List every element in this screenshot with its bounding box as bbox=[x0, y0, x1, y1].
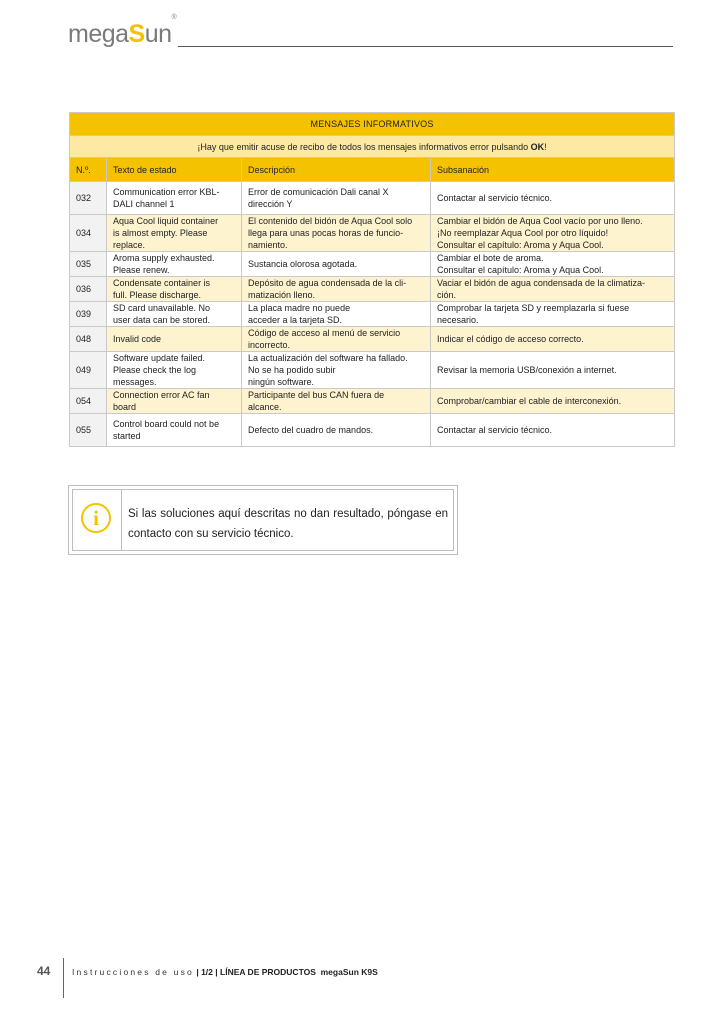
header-num: N.º. bbox=[70, 158, 107, 182]
cell-line: Cambiar el bote de aroma. bbox=[437, 253, 544, 263]
cell-line: ¡No reemplazar Aqua Cool por otro líquido! bbox=[437, 228, 609, 238]
cell-line: Indicar el código de acceso correcto. bbox=[437, 334, 584, 344]
cell-num: 036 bbox=[70, 277, 107, 302]
cell-line: full. Please discharge. bbox=[113, 290, 202, 300]
cell-num: 049 bbox=[70, 352, 107, 389]
table-title: MENSAJES INFORMATIVOS bbox=[70, 113, 675, 136]
cell-line: Aroma supply exhausted. bbox=[113, 253, 215, 263]
cell-description bbox=[242, 327, 431, 352]
cell-line: namiento. bbox=[248, 240, 288, 250]
cell-line: Please renew. bbox=[113, 265, 170, 275]
header-remedy: Subsanación bbox=[431, 158, 675, 182]
cell-line: Consultar el capítulo: Aroma y Aqua Cool. bbox=[437, 240, 604, 250]
cell-line: dirección Y bbox=[248, 199, 293, 209]
cell-line: Revisar la memoria USB/conexión a internet. bbox=[437, 365, 617, 375]
cell-line: Invalid code bbox=[113, 334, 162, 344]
cell-line: incorrecto. bbox=[248, 340, 291, 350]
cell-line: Software update failed. bbox=[113, 353, 206, 363]
cell-line: No se ha podido subir bbox=[248, 365, 336, 375]
cell-line: SD card unavailable. No bbox=[113, 303, 211, 313]
cell-line: replace. bbox=[113, 240, 146, 250]
cell-line: ningún software. bbox=[248, 377, 315, 387]
cell-description bbox=[242, 302, 431, 327]
cell-description bbox=[242, 215, 431, 252]
cell-line: El contenido del bidón de Aqua Cool solo bbox=[248, 216, 413, 226]
cell-line: llega para unas pocas horas de funcio- bbox=[248, 228, 404, 238]
cell-line: user data can be stored. bbox=[113, 315, 211, 325]
cell-line: Sustancia olorosa agotada. bbox=[248, 259, 358, 269]
footer-rule bbox=[63, 958, 64, 998]
table-row bbox=[70, 252, 675, 277]
table-row bbox=[70, 327, 675, 352]
cell-status bbox=[107, 277, 242, 302]
table-row bbox=[70, 215, 675, 252]
cell-num: 034 bbox=[70, 215, 107, 252]
cell-description bbox=[242, 352, 431, 389]
cell-line: ción. bbox=[437, 290, 457, 300]
info-note-text: Si las soluciones aquí descritas no dan resultado, póngase en contacto con su servicio técnico. bbox=[128, 508, 448, 540]
cell-description bbox=[242, 182, 431, 215]
cell-line: Participante del bus CAN fuera de bbox=[248, 390, 385, 400]
cell-num: 054 bbox=[70, 389, 107, 414]
cell-remedy bbox=[431, 389, 675, 414]
cell-line: DALI channel 1 bbox=[113, 199, 175, 209]
cell-line: Código de acceso al menú de servicio bbox=[248, 328, 401, 338]
cell-status bbox=[107, 302, 242, 327]
table-row bbox=[70, 414, 675, 447]
cell-remedy bbox=[431, 252, 675, 277]
cell-status bbox=[107, 252, 242, 277]
header-rule bbox=[178, 46, 673, 47]
cell-line: necesario. bbox=[437, 315, 479, 325]
cell-line: Comprobar la tarjeta SD y reemplazarla si fuese bbox=[437, 303, 630, 313]
cell-line: Comprobar/cambiar el cable de interconexión. bbox=[437, 396, 622, 406]
cell-remedy bbox=[431, 182, 675, 215]
cell-line: started bbox=[113, 431, 141, 441]
cell-line: La placa madre no puede bbox=[248, 303, 351, 313]
cell-line: Cambiar el bidón de Aqua Cool vacío por uno lleno. bbox=[437, 216, 643, 226]
cell-remedy bbox=[431, 215, 675, 252]
cell-status bbox=[107, 182, 242, 215]
cell-num: 039 bbox=[70, 302, 107, 327]
cell-remedy bbox=[431, 352, 675, 389]
cell-line: Vaciar el bidón de agua condensada de la climatiza- bbox=[437, 278, 645, 288]
cell-remedy bbox=[431, 277, 675, 302]
cell-line: matización lleno. bbox=[248, 290, 316, 300]
cell-num: 048 bbox=[70, 327, 107, 352]
table-body bbox=[70, 182, 675, 447]
cell-line: acceder a la tarjeta SD. bbox=[248, 315, 343, 325]
cell-line: alcance. bbox=[248, 402, 282, 412]
table-subtitle: ¡Hay que emitir acuse de recibo de todos los mensajes informativos error pulsando OK! bbox=[70, 136, 675, 158]
cell-line: Control board could not be bbox=[113, 419, 220, 429]
cell-num: 055 bbox=[70, 414, 107, 447]
header-status: Texto de estado bbox=[107, 158, 242, 182]
cell-line: Error de comunicación Dali canal X bbox=[248, 187, 389, 197]
cell-line: is almost empty. Please bbox=[113, 228, 208, 238]
table-row bbox=[70, 302, 675, 327]
cell-num: 032 bbox=[70, 182, 107, 215]
cell-description bbox=[242, 277, 431, 302]
cell-remedy bbox=[431, 327, 675, 352]
cell-line: Please check the log bbox=[113, 365, 197, 375]
cell-line: Depósito de agua condensada de la cli- bbox=[248, 278, 407, 288]
cell-line: Contactar al servicio técnico. bbox=[437, 193, 553, 203]
cell-line: Aqua Cool liquid container bbox=[113, 216, 219, 226]
cell-remedy bbox=[431, 414, 675, 447]
cell-line: Communication error KBL- bbox=[113, 187, 220, 197]
cell-status bbox=[107, 215, 242, 252]
table-row bbox=[70, 352, 675, 389]
cell-description bbox=[242, 414, 431, 447]
cell-line: Connection error AC fan bbox=[113, 390, 210, 400]
page-number: 44 bbox=[37, 964, 51, 978]
cell-line: Consultar el capítulo: Aroma y Aqua Cool. bbox=[437, 265, 604, 275]
cell-status bbox=[107, 352, 242, 389]
header-description: Descripción bbox=[242, 158, 431, 182]
table-row bbox=[70, 277, 675, 302]
table-row bbox=[70, 389, 675, 414]
cell-line: Defecto del cuadro de mandos. bbox=[248, 425, 374, 435]
cell-status bbox=[107, 389, 242, 414]
cell-line: Condensate container is bbox=[113, 278, 211, 288]
cell-line: La actualización del software ha fallado. bbox=[248, 353, 408, 363]
cell-description bbox=[242, 389, 431, 414]
cell-num: 035 bbox=[70, 252, 107, 277]
info-note bbox=[68, 485, 458, 555]
cell-line: messages. bbox=[113, 377, 157, 387]
messages-table bbox=[69, 112, 675, 447]
cell-status bbox=[107, 327, 242, 352]
cell-line: Contactar al servicio técnico. bbox=[437, 425, 553, 435]
table-row bbox=[70, 182, 675, 215]
cell-status bbox=[107, 414, 242, 447]
cell-description bbox=[242, 252, 431, 277]
footer-text: Instrucciones de uso | 1/2 | LÍNEA DE PRODUCTOS megaSun K9S bbox=[72, 967, 378, 977]
cell-remedy bbox=[431, 302, 675, 327]
cell-line: board bbox=[113, 402, 137, 412]
brand-logo: megaSun® bbox=[68, 13, 177, 48]
info-icon: i bbox=[81, 503, 111, 533]
